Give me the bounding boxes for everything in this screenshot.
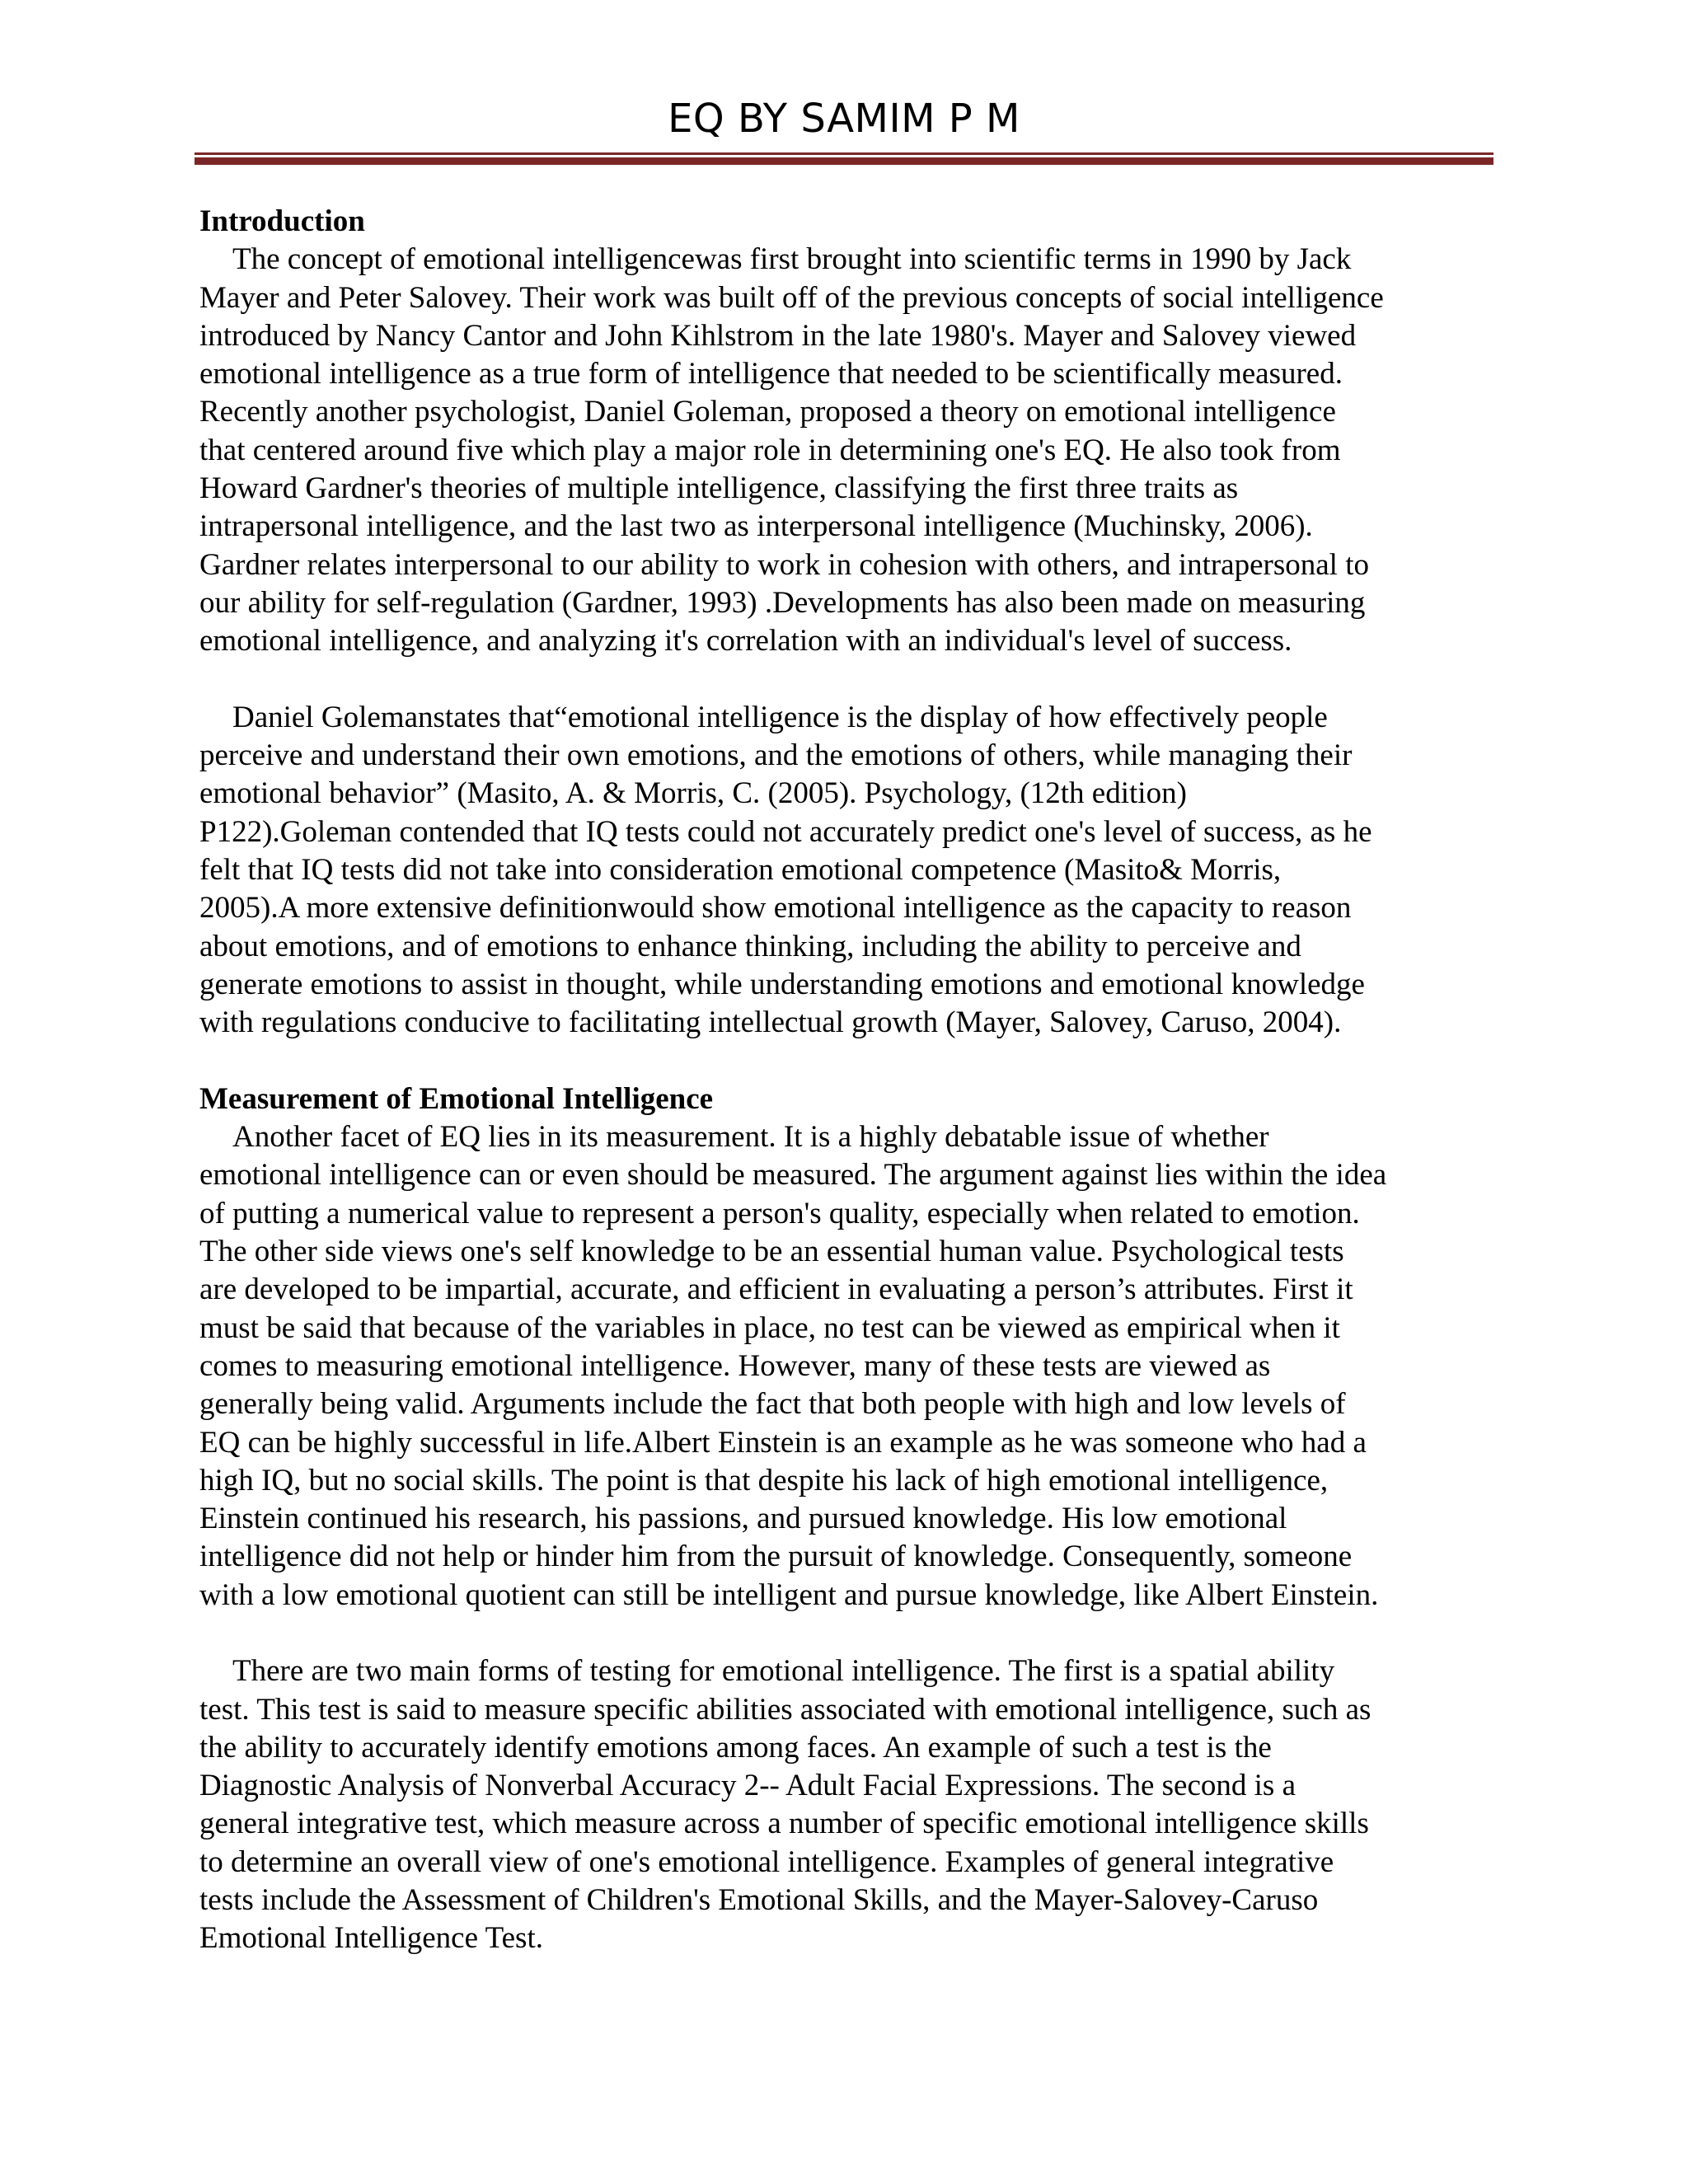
text-line: Howard Gardner's theories of multiple intelligence, classifying the first three traits as (199, 471, 1239, 506)
text-line: intelligence did not help or hinder him from the pursuit of knowledge. Consequently, someone (199, 1540, 1353, 1574)
text-line: tests include the Assessment of Children's Emotional Skills, and the Mayer-Salovey-Caruso (199, 1883, 1319, 1918)
text-line: Recently another psychologist, Daniel Goleman, proposed a theory on emotional intelligence (199, 395, 1336, 429)
text-line: the ability to accurately identify emotions among faces. An example of such a test is the (199, 1730, 1272, 1765)
paragraph-spacer (199, 661, 1493, 699)
text-line: emotional intelligence as a true form of intelligence that needed to be scientifically measured. (199, 357, 1343, 391)
introduction-paragraph-1 (199, 241, 1493, 660)
text-line: P122).Goleman contended that IQ tests could not accurately predict one's level of success, as he (199, 814, 1372, 849)
text-line: with regulations conducive to facilitating intellectual growth (Mayer, Salovey, Caruso, 2004). (199, 1005, 1342, 1040)
text-line: EQ can be highly successful in life.Albert Einstein is an example as he was someone who had a (199, 1425, 1367, 1460)
text-line: to determine an overall view of one's emotional intelligence. Examples of general integrative (199, 1844, 1334, 1879)
text-line: about emotions, and of emotions to enhance thinking, including the ability to perceive and (199, 929, 1301, 963)
text-line: emotional intelligence, and analyzing it's correlation with an individual's level of success. (199, 624, 1292, 658)
text-line: generate emotions to assist in thought, while understanding emotions and emotional knowledge (199, 967, 1365, 1001)
text-line: comes to measuring emotional intelligence. However, many of these tests are viewed as (199, 1348, 1271, 1383)
text-line: The other side views one's self knowledge to be an essential human value. Psychological tests (199, 1235, 1344, 1269)
text-line: of putting a numerical value to represent a person's quality, especially when related to emotion. (199, 1196, 1360, 1230)
document-body (199, 203, 1493, 1958)
introduction-heading: Introduction (199, 204, 365, 238)
introduction-paragraph-2 (199, 699, 1493, 1043)
text-line: that centered around five which play a major role in determining one's EQ. He also took from (199, 433, 1341, 467)
text-line: Daniel Golemanstates that“emotional intelligence is the display of how effectively people (232, 700, 1328, 734)
measurement-paragraph-2 (199, 1652, 1493, 1957)
measurement-heading: Measurement of Emotional Intelligence (199, 1081, 714, 1116)
text-line: Gardner relates interpersonal to our ability to work in cohesion with others, and intrapersonal to (199, 547, 1369, 582)
text-line: our ability for self-regulation (Gardner, 1993) .Developments has also been made on measuring (199, 585, 1366, 620)
paragraph-spacer (199, 1043, 1493, 1080)
paragraph-spacer (199, 1615, 1493, 1652)
text-line: high IQ, but no social skills. The point is that despite his lack of high emotional intelligence, (199, 1463, 1329, 1497)
text-line: Diagnostic Analysis of Nonverbal Accuracy 2-- Adult Facial Expressions. The second is a (199, 1769, 1296, 1803)
text-line: Emotional Intelligence Test. (199, 1921, 543, 1956)
text-line: Mayer and Peter Salovey. Their work was built off of the previous concepts of social intelligence (199, 280, 1384, 315)
text-line: There are two main forms of testing for emotional intelligence. The first is a spatial ability (232, 1654, 1335, 1689)
text-line: 2005).A more extensive definitionwould show emotional intelligence as the capacity to reason (199, 891, 1352, 926)
text-line: intrapersonal intelligence, and the last two as interpersonal intelligence (Muchinsky, 2006). (199, 509, 1313, 544)
text-line: are developed to be impartial, accurate, and efficient in evaluating a person’s attributes. First it (199, 1272, 1353, 1307)
text-line: The concept of emotional intelligencewas first brought into scientific terms in 1990 by Jack (232, 242, 1352, 277)
text-line: perceive and understand their own emotions, and the emotions of others, while managing their (199, 738, 1353, 773)
text-line: must be said that because of the variables in place, no test can be viewed as empirical when it (199, 1310, 1340, 1345)
text-line: test. This test is said to measure specific abilities associated with emotional intelligence, such as (199, 1692, 1372, 1727)
header-rule-thick (195, 157, 1493, 165)
header-rule-thin (195, 152, 1493, 155)
text-line: felt that IQ tests did not take into consideration emotional competence (Masito& Morris, (199, 853, 1282, 888)
text-line: Einstein continued his research, his passions, and pursued knowledge. His low emotional (199, 1502, 1287, 1536)
text-line: generally being valid. Arguments include the fact that both people with high and low levels of (199, 1387, 1346, 1422)
text-line: Another facet of EQ lies in its measurement. It is a highly debatable issue of whether (232, 1120, 1269, 1155)
text-line: emotional behavior” (Masito, A. & Morris, C. (2005). Psychology, (12th edition) (199, 776, 1187, 811)
text-line: with a low emotional quotient can still be intelligent and pursue knowledge, like Albert Einstein. (199, 1577, 1379, 1612)
text-line: general integrative test, which measure across a number of specific emotional intelligence skills (199, 1807, 1369, 1841)
page-header-title: EQ BY SAMIM P M (668, 96, 1020, 142)
text-line: emotional intelligence can or even should be measured. The argument against lies within the idea (199, 1158, 1387, 1193)
measurement-paragraph-1 (199, 1118, 1493, 1615)
text-line: introduced by Nancy Cantor and John Kihlstrom in the late 1980's. Mayer and Salovey viewed (199, 318, 1357, 353)
